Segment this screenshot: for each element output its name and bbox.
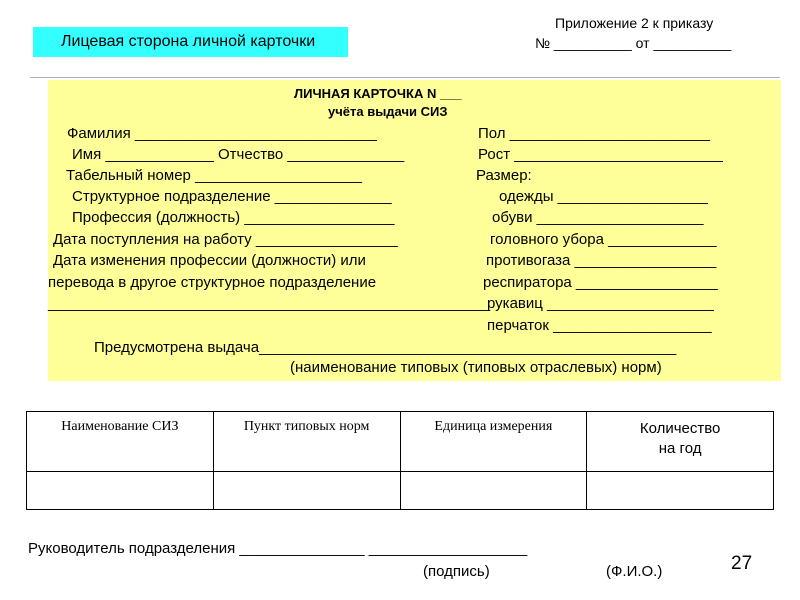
issue-norms-caption: (наименование типовых (типовых отраслевых) норм)	[290, 359, 662, 376]
manager-signature-line: Руководитель подразделения _______________ ___________________	[28, 540, 528, 557]
header-divider	[30, 77, 780, 78]
col-unit: Единица измерения	[400, 412, 587, 472]
field-headwear-size: головного убора _____________	[490, 231, 717, 248]
field-clothing-size: одежды __________________	[499, 188, 708, 205]
field-hire-date: Дата поступления на работу _________________	[53, 231, 398, 248]
field-personnel-number: Табельный номер ____________________	[66, 167, 362, 184]
field-profession: Профессия (должность) __________________	[72, 209, 395, 226]
col-quantity-line2: на год	[658, 440, 702, 457]
cell-unit	[400, 472, 587, 510]
field-height: Рост _________________________	[478, 146, 723, 163]
card-side-label: Лицевая сторона личной карточки	[33, 27, 348, 57]
field-gasmask-size: противогаза _________________	[486, 252, 717, 269]
signature-caption: (подпись)	[423, 563, 490, 580]
field-surname: Фамилия _____________________________	[67, 125, 377, 142]
cell-norm-clause	[213, 472, 400, 510]
field-size-heading: Размер:	[476, 167, 532, 184]
card-title: ЛИЧНАЯ КАРТОЧКА N ___	[294, 86, 462, 101]
field-transfer: перевода в другое структурное подразделение	[48, 274, 377, 291]
field-shoe-size: обуви ____________________	[492, 209, 704, 226]
full-name-caption: (Ф.И.О.)	[606, 563, 663, 580]
field-department: Структурное подразделение ______________	[72, 188, 392, 205]
col-quantity-line1: Количество	[639, 420, 721, 437]
field-change-date: Дата изменения профессии (должности) или	[53, 252, 366, 269]
field-sex: Пол ________________________	[478, 125, 710, 142]
order-number-line: № __________ от __________	[535, 35, 732, 51]
field-gloves-size: перчаток ___________________	[487, 317, 712, 334]
cell-quantity	[587, 472, 774, 510]
field-respirator-size: респиратора _________________	[483, 274, 718, 291]
page-number: 27	[731, 553, 753, 574]
ppe-table	[26, 411, 774, 510]
issue-provided-line: Предусмотрена выдача__________________________________________________	[94, 339, 677, 356]
col-ppe-name: Наименование СИЗ	[27, 412, 214, 472]
col-norm-clause: Пункт типовых норм	[213, 412, 400, 472]
field-blank-line: _____________________________________________________	[48, 295, 491, 312]
field-name-patronymic: Имя _____________ Отчество ______________	[72, 146, 405, 163]
card-subtitle: учёта выдачи СИЗ	[328, 104, 448, 119]
cell-ppe-name	[27, 472, 214, 510]
appendix-line: Приложение 2 к приказу	[555, 15, 714, 31]
col-quantity	[587, 412, 774, 472]
field-mittens-size: рукавиц ____________________	[487, 295, 714, 312]
